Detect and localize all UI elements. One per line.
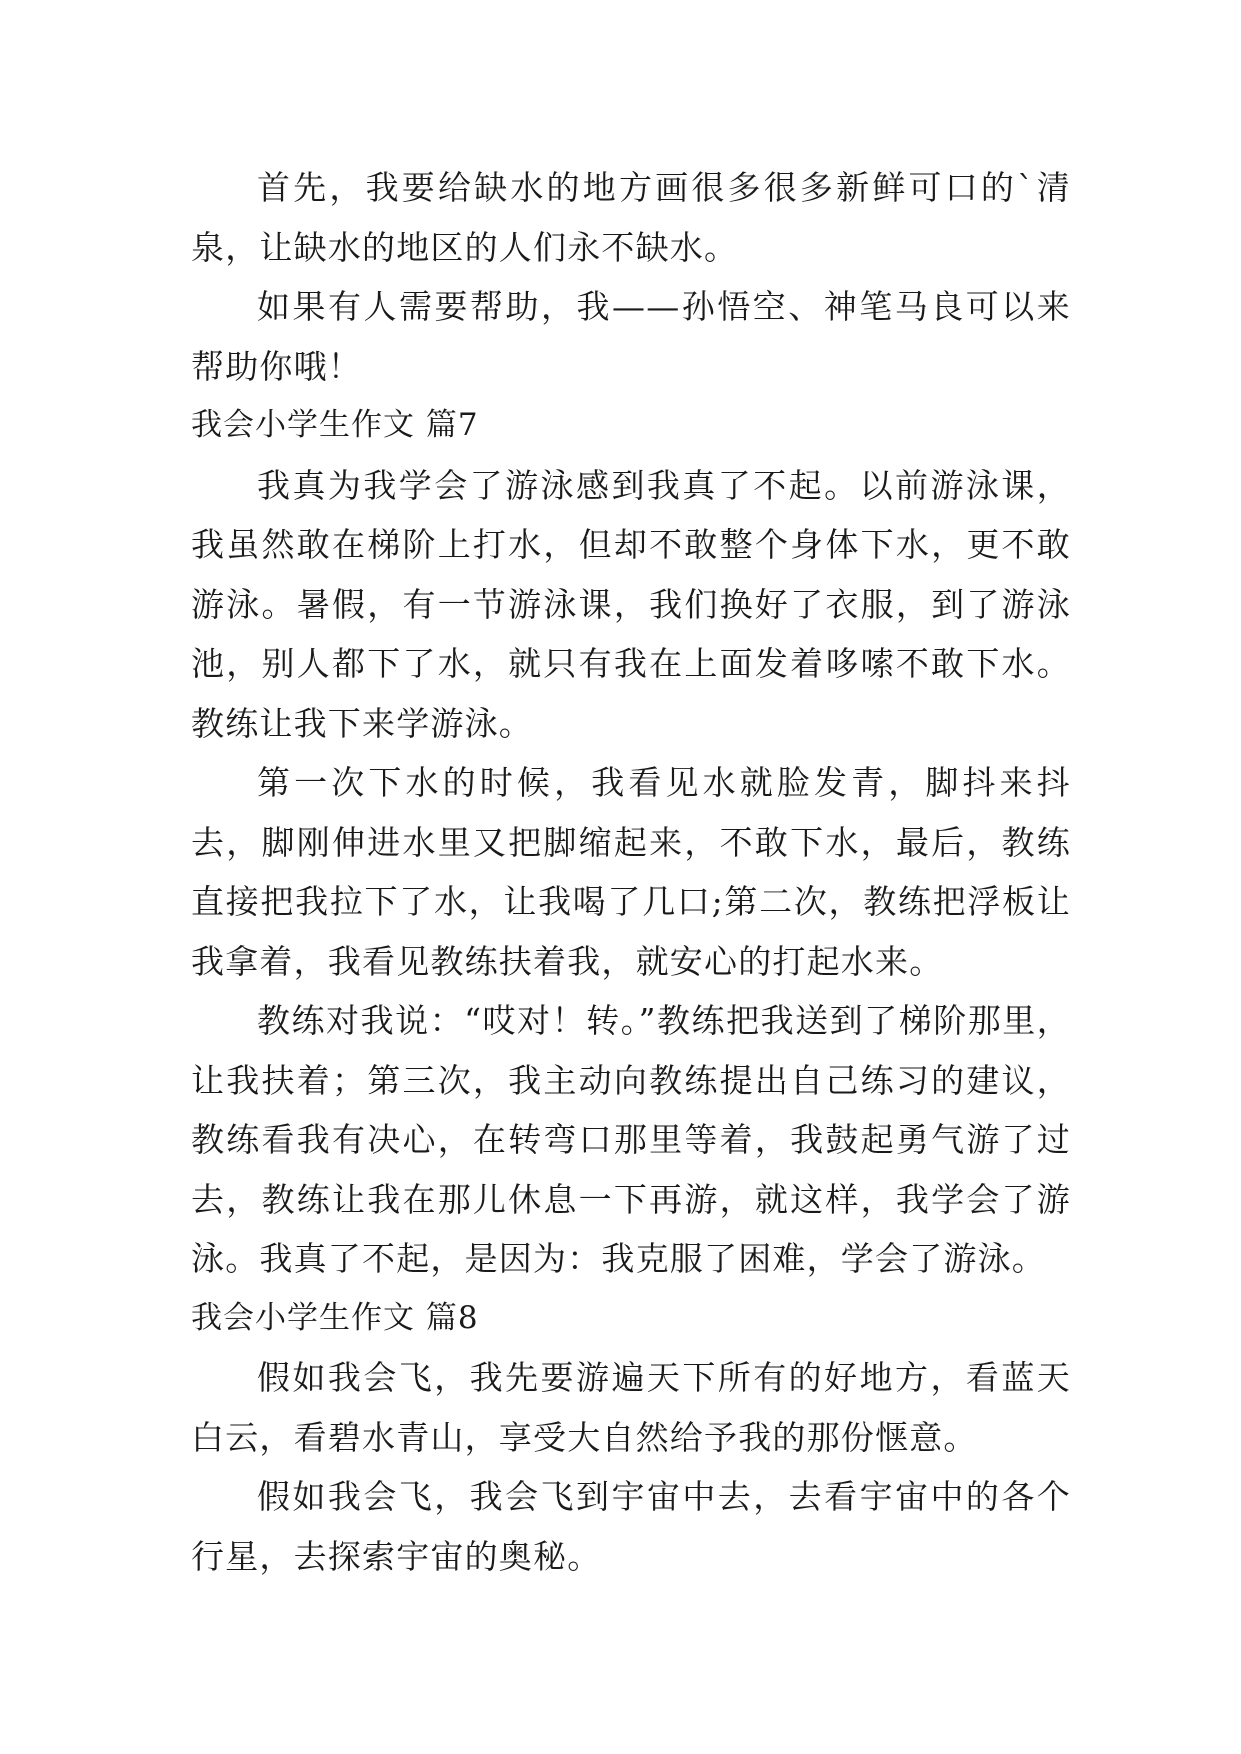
section-heading: 我会小学生作文 篇7 xyxy=(191,407,479,443)
document-body xyxy=(191,158,1071,1586)
paragraph: 首先，我要给缺水的地方画很多很多新鲜可口的`清泉，让缺水的地区的人们永不缺水。 xyxy=(191,168,1071,267)
paragraph: 我真为我学会了游泳感到我真了不起。以前游泳课，我虽然敢在梯阶上打水，但却不敢整个身体下水，更不敢游泳。暑假，有一节游泳课，我们换好了衣服，到了游泳池，别人都下了水，就只有我在上面发着哆嗦不敢下水。教练让我下来学游泳。 xyxy=(191,465,1071,743)
paragraph: 教练对我说：“哎对！转。”教练把我送到了梯阶那里，让我扶着；第三次，我主动向教练提出自己练习的建议，教练看我有决心，在转弯口那里等着，我鼓起勇气游了过去，教练让我在那儿休息一下再游，就这样，我学会了游泳。我真了不起，是因为：我克服了困难，学会了游泳。 xyxy=(191,1001,1071,1278)
paragraph: 假如我会飞，我会飞到宇宙中去，去看宇宙中的各个行星，去探索宇宙的奥秘。 xyxy=(191,1477,1071,1576)
paragraph: 第一次下水的时候，我看见水就脸发青，脚抖来抖去，脚刚伸进水里又把脚缩起来，不敢下水，最后，教练直接把我拉下了水，让我喝了几口;第二次，教练把浮板让我拿着，我看见教练扶着我，就安心的打起水来。 xyxy=(191,763,1071,981)
paragraph: 假如我会飞，我先要游遍天下所有的好地方，看蓝天白云，看碧水青山，享受大自然给予我的那份惬意。 xyxy=(191,1358,1071,1457)
section-heading: 我会小学生作文 篇8 xyxy=(191,1299,479,1336)
paragraph: 如果有人需要帮助，我——孙悟空、神笔马良可以来帮助你哦！ xyxy=(191,287,1071,386)
